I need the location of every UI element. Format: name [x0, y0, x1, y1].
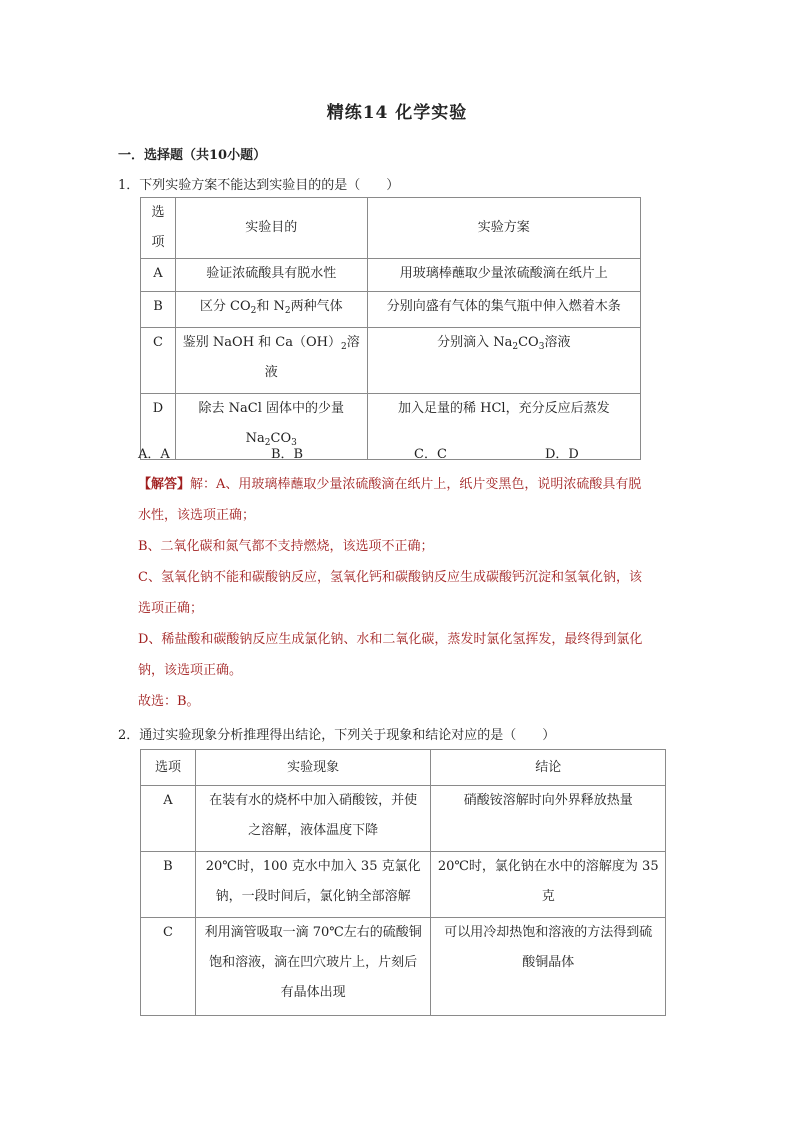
goal-cell: 验证浓硫酸具有脱水性 [175, 259, 367, 292]
option-c: C．C [414, 447, 447, 462]
table-row [141, 259, 641, 292]
phenomenon-cell: 在装有水的烧杯中加入硝酸铵，并使 之溶解，液体温度下降 [195, 786, 431, 852]
header-phenomenon: 实验现象 [195, 750, 431, 786]
table-header-row [141, 750, 666, 786]
conclusion-cell: 20℃时，氯化钠在水中的溶解度为 35 克 [431, 852, 666, 918]
header-option: 选项 [141, 198, 176, 259]
phenomenon-cell: 20℃时，100 克水中加入 35 克氯化 钠，一段时间后，氯化钠全部溶解 [195, 852, 431, 918]
option-d: D．D [545, 447, 579, 462]
option-cell: A [141, 259, 176, 292]
option-cell: D [141, 394, 176, 460]
goal-cell: 区分 $CO_2$和 $N_2$两种气体 [175, 292, 367, 328]
section-heading: 一．选择题（共10小题） [118, 148, 267, 163]
table-row [141, 292, 641, 328]
answer-tag: 【解答】 [138, 477, 191, 492]
option-b: B．B [271, 447, 304, 462]
option-cell: C [141, 328, 176, 394]
plan-cell: 分别向盛有气体的集气瓶中伸入燃着木条 [367, 292, 640, 328]
option-cell: B [141, 292, 176, 328]
header-goal: 实验目的 [175, 198, 367, 259]
conclusion-cell: 硝酸铵溶解时向外界释放热量 [431, 786, 666, 852]
table-header-row [141, 198, 641, 259]
goal-cell: 鉴别 NaOH 和 $Ca(OH)_2$溶 液 [175, 328, 367, 394]
option-cell: B [141, 852, 196, 918]
table-row [141, 918, 666, 1016]
option-cell: A [141, 786, 196, 852]
plan-cell: 分别滴入 $Na_2CO_3$溶液 [367, 328, 640, 394]
conclusion-cell: 可以用冷却热饱和溶液的方法得到硫 酸铜晶体 [431, 918, 666, 1016]
table-row [141, 786, 666, 852]
page-title: 精练14 化学实验 [326, 103, 468, 123]
header-plan: 实验方案 [367, 198, 640, 259]
header-option: 选项 [141, 750, 196, 786]
question-1-table [140, 197, 641, 460]
table-row [141, 852, 666, 918]
phenomenon-cell: 利用滴管吸取一滴 70℃左右的硫酸铜 饱和溶液，滴在凹穴玻片上，片刻后 有晶体出现 [195, 918, 431, 1016]
header-conclusion: 结论 [431, 750, 666, 786]
option-cell: C [141, 918, 196, 1016]
question-1-stem: 1．下列实验方案不能达到实验目的的是（ ） [118, 178, 400, 193]
table-row [141, 328, 641, 394]
question-2-table [140, 749, 666, 1016]
question-2-stem: 2．通过实验现象分析推理得出结论，下列关于现象和结论对应的是（ ） [118, 728, 556, 743]
plan-cell: 加入足量的稀 HCl，充分反应后蒸发 [367, 394, 640, 460]
option-a: A．A [138, 447, 170, 462]
answer-explanation: 【解答】解：A、用玻璃棒蘸取少量浓硫酸滴在纸片上，纸片变黑色，说明浓硫酸具有脱 水性，该选项正确； B、二氧化碳和氮气都不支持燃烧，该选项不正确； C、氢氧化钠不能和碳酸钠反应，氢氧化钙和碳酸钠反应生成碳酸钙沉淀和氢氧化钠，该 选项正确； D、稀盐酸和碳酸钠反应生成氯化钠、水和二氧化碳，蒸发时氯化氢挥发，最终得到氯化 钠，该选项正确。 故选：B。 [138, 477, 643, 709]
plan-cell: 用玻璃棒蘸取少量浓硫酸滴在纸片上 [367, 259, 640, 292]
goal-cell: 除去 NaCl 固体中的少量 $Na_2CO_3$ [175, 394, 367, 460]
